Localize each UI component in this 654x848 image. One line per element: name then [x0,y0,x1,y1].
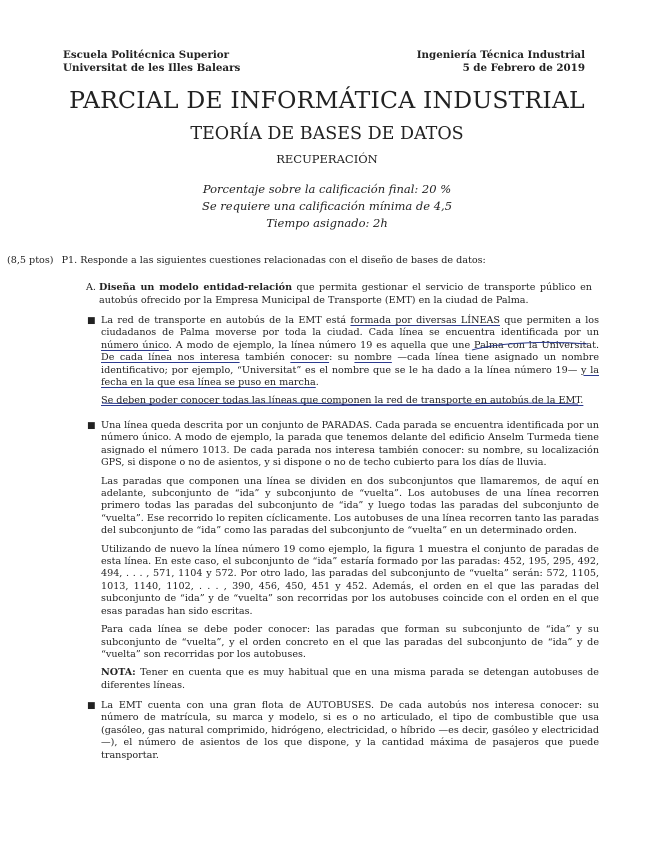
question-points: (8,5 ptos) [7,255,54,266]
ink-stroke [472,342,588,350]
item-2-paragraph-3: Utilizando de nuevo la línea número 19 como ejemplo, la figura 1 muestra el conjunto de paradas de esta línea. En este caso, el subconjunto de “ida” estaría formado por las paradas: 452, 195, 295, 492, 494, . . . , 571, 1104 y 572. Por otro lado, las paradas del subconjunto de “vuelta” serán: 572, 1105, 1013, 1140, 1102, . . . , 390, 456, 450, 451 y 452. Además, el orden en el que las paradas del subconjunto de “ida” y de “vuelta” son recorridas por los autobuses coincide con el orden en el que esas paradas han sido escritas. [101,543,599,617]
exam-meta [0,181,654,232]
header-left [63,49,240,75]
note-text: Tener en cuenta que es muy habitual que en una misma parada se detengan autobuses de diferentes líneas. [101,667,599,691]
underline-mark: De cada línea nos interesa [101,352,240,364]
degree-name: Ingeniería Técnica Industrial [416,49,585,61]
university-name: Universitat de les Illes Balears [63,62,241,74]
part-a [86,281,592,307]
header-right [417,49,585,75]
handwritten-bracket [470,338,590,354]
part-a-text [99,281,592,307]
page-title: PARCIAL DE INFORMÁTICA INDUSTRIAL [69,86,585,114]
part-a-bold: Diseña un modelo entidad-relación [99,282,293,293]
item-2-note [101,667,599,692]
question-text: Responde a las siguientes cuestiones relacionadas con el diseño de bases de datos: [80,255,486,266]
underline-mark: conocer [290,352,330,364]
question-number: P1. [61,255,78,266]
item-2-body [101,420,599,698]
school-name: Escuela Politécnica Superior [63,49,230,61]
recovery-label: RECUPERACIÓN [276,152,378,166]
question-header [7,255,647,266]
underline-mark: y la fecha en la que esa línea se puso en marcha [101,364,599,389]
item-1-paragraph: La red de transporte en autobús de la EMT está formada por diversas LÍNEAS que permiten a los ciudadanos de Palma moverse por toda la ciudad. Cada línea se encuentra identificada por un número único. A modo de ejemplo, la línea número 19 es aquella que une Palma con la Universitat. De cada línea nos interesa también conocer: su nombre —cada línea tiene asignado un nombre identificativo; por ejemplo, “Universitat” es el nombre que se le ha dado a la línea número 19— y la fecha en la que esa línea se puso en marcha. [101,315,600,389]
underline-mark: nombre [354,352,392,364]
underline-mark: número único [101,339,169,351]
meta-time: Tiempo asignado: 2h [266,216,388,230]
underline-mark: formada por diversas LÍNEAS [350,315,500,326]
item-2-paragraph-2: Las paradas que componen una línea se dividen en dos subconjuntos que llamaremos, de aquí en adelante, subconjunto de “ida” y subconjunto de “vuelta”. Los autobuses de una línea recorren primero todas las paradas del subconjunto de “ida” y luego todas las paradas del subconjunto de “vuelta”. Ese recorrido lo repiten cíclicamente. Los autobuses de una línea recorren tanto las paradas del subconjunto de “ida” como las paradas del subconjunto de “vuelta” en un determinado orden. [101,475,599,537]
bullet-icon: ■ [87,701,96,711]
item-2-paragraph-4: Para cada línea se debe poder conocer: las paradas que forman su subconjunto de “ida” y su subconjunto de “vuelta”, y el orden concreto en el que las paradas del subconjunto de “ida” y de “vuelta” son recorridas por los autobuses. [101,624,599,660]
part-a-rest: que permita gestionar el servicio de transporte público en autobús ofrecido por la Empresa Municipal de Transporte (EMT) en la ciudad de Palma. [99,282,592,306]
item-3-body [101,700,599,768]
bullet-icon: ■ [87,316,96,326]
underline-mark: Se deben poder conocer todas las líneas que componen la red de transporte en autobús de la EMT. [101,395,584,407]
exam-date: 5 de Febrero de 2019 [462,62,585,74]
item-2-paragraph-1: Una línea queda descrita por un conjunto de PARADAS. Cada parada se encuentra identificada por un número único. A modo de ejemplo, la parada que tenemos delante del edificio Anselm Turmeda tiene asignado el número 1013. De cada parada nos interesa también conocer: su nombre, su localización GPS, si dispone o no de asientos, y si dispone o no de techo cubierto para los días de lluvia. [101,420,599,469]
meta-min-grade: Se requiere una calificación mínima de 4,5 [201,199,453,213]
ink-stroke [102,403,578,405]
bullet-icon: ■ [87,421,96,431]
note-label: NOTA: [101,667,136,679]
handwritten-underline [100,395,580,409]
page-subtitle: TEORÍA DE BASES DE DATOS [190,124,464,144]
meta-percentage: Porcentaje sobre la calificación final: 20 % [202,182,452,196]
item-3-paragraph: La EMT cuenta con una gran flota de AUTOBUSES. De cada autobús nos interesa conocer: su número de matrícula, su marca y modelo, si es o no articulado, el tipo de combustible que usa (gasóleo, gas natural comprimido, hidrógeno, electricidad, o híbrido —es decir, gasóleo y electricidad—), el número de asientos de los que dispone, y la cantidad máxima de pasajeros que puede transportar. [101,700,599,761]
part-a-label: A. [86,282,96,293]
